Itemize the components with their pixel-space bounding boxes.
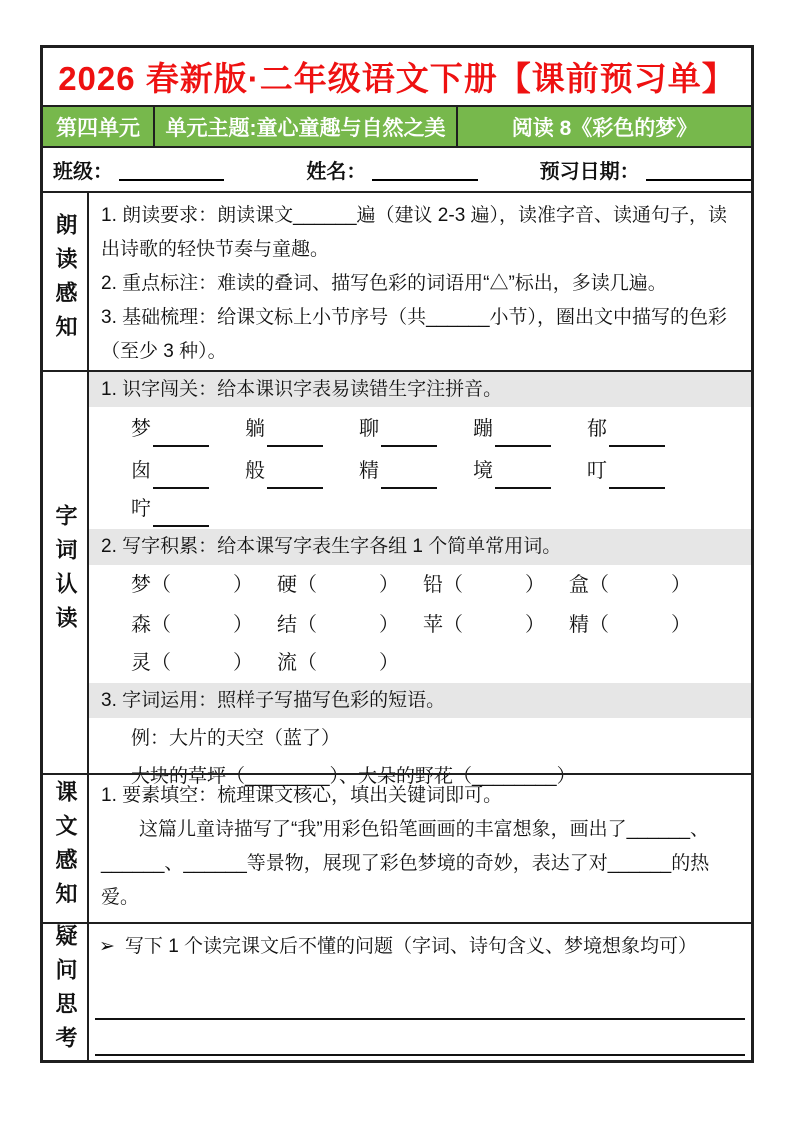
text-sense-heading: 1. 要素填空：梳理课文核心，填出关键词即可。	[101, 784, 503, 806]
word-build-char: 梦	[131, 573, 151, 596]
paren-open: （	[297, 651, 317, 674]
paren-close: ）	[525, 573, 545, 596]
section-label-words-text: 字词认读	[53, 504, 78, 641]
section-label-text-sense-text: 课文感知	[53, 780, 78, 917]
lesson-title: 阅读 8《彩色的梦》	[458, 107, 751, 146]
section-label-words	[43, 372, 89, 773]
pinyin-char: 躺	[245, 418, 265, 441]
reading-item-3: 3. 基础梳理：给课文标上小节序号（共______小节），圈出文中描写的色彩（至少 3 种）。	[101, 307, 728, 363]
text-sense-paragraph: 这篇儿童诗描写了“我”用彩色铅笔画画的丰富想象，画出了______、______、______等景物，展现了彩色梦境的奇妙，表达了对______的热爱。	[101, 818, 710, 909]
pinyin-cell	[131, 411, 209, 447]
paren-close: ）	[671, 613, 691, 636]
section-reading-sense	[43, 191, 751, 370]
pinyin-char: 叮	[587, 460, 607, 483]
pinyin-char: 梦	[131, 418, 151, 441]
pinyin-blank-line[interactable]	[153, 467, 209, 489]
word-build-cell	[277, 645, 399, 681]
section-word-reading	[43, 370, 751, 788]
pinyin-char: 精	[359, 460, 379, 483]
pinyin-cell	[131, 453, 209, 489]
word-build-char: 盒	[569, 573, 589, 596]
pinyin-blank-line[interactable]	[153, 425, 209, 447]
pinyin-blank-line[interactable]	[495, 467, 551, 489]
class-label: 班级：	[53, 160, 113, 183]
pinyin-char: 郁	[587, 418, 607, 441]
section-label-text-sense	[43, 775, 89, 922]
paren-close: ）	[379, 651, 399, 674]
info-row	[43, 148, 751, 191]
paren-open: （	[151, 573, 171, 596]
word-build-cell	[131, 567, 253, 603]
pinyin-blank-line[interactable]	[267, 425, 323, 447]
pinyin-char: 咛	[131, 498, 151, 521]
paren-close: ）	[671, 573, 691, 596]
reading-content	[89, 193, 751, 370]
date-label: 预习日期：	[539, 160, 640, 183]
pinyin-row-3	[89, 491, 751, 529]
pinyin-cell	[245, 411, 323, 447]
pinyin-blank-line[interactable]	[153, 505, 209, 527]
thinking-content	[89, 924, 751, 1060]
paren-open: （	[589, 613, 609, 636]
pinyin-char: 般	[245, 460, 265, 483]
word-build-cell	[277, 607, 399, 643]
pinyin-row-2	[89, 449, 751, 491]
pinyin-cell	[359, 411, 437, 447]
answer-line-1[interactable]	[95, 984, 745, 1020]
section-label-thinking	[43, 924, 89, 1060]
paren-close: ）	[525, 613, 545, 636]
thinking-prompt-line	[89, 924, 751, 964]
class-fill-line[interactable]	[119, 157, 224, 181]
page-title: 2026 春新版·二年级语文下册【课前预习单】	[58, 60, 736, 98]
name-fill-line[interactable]	[372, 157, 477, 181]
word-build-char: 苹	[423, 613, 443, 636]
pinyin-row-1	[89, 407, 751, 449]
paren-close: ）	[233, 651, 253, 674]
word-build-cell	[131, 645, 253, 681]
text-sense-content	[89, 775, 751, 922]
word-build-cell	[569, 607, 691, 643]
section-label-thinking-text: 疑问思考	[53, 923, 78, 1060]
pinyin-blank-line[interactable]	[267, 467, 323, 489]
pinyin-blank-line[interactable]	[609, 425, 665, 447]
word-build-char: 结	[277, 613, 297, 636]
section-label-reading-text: 朗读感知	[53, 213, 78, 350]
arrow-bullet-icon: ➢	[99, 935, 115, 957]
usage-practice: 大块的草坪（________）、大朵的野花（________）	[131, 766, 576, 788]
pinyin-cell	[587, 453, 665, 489]
unit-bar	[43, 105, 751, 148]
paren-close: ）	[379, 573, 399, 596]
pinyin-blank-line[interactable]	[495, 425, 551, 447]
pinyin-cell	[473, 453, 551, 489]
reading-item-1: 1. 朗读要求：朗读课文______遍（建议 2-3 遍），读准字音、读通句子，读出诗歌的轻快节奏与童趣。	[101, 204, 728, 260]
paren-close: ）	[233, 613, 253, 636]
word-build-char: 精	[569, 613, 589, 636]
word-build-char: 硬	[277, 573, 297, 596]
word-build-row-2	[89, 605, 751, 645]
spacer	[89, 964, 751, 984]
pinyin-cell	[359, 453, 437, 489]
paren-open: （	[151, 651, 171, 674]
name-label: 姓名：	[306, 160, 367, 183]
pinyin-task-heading: 1. 识字闯关：给本课识字表易读错生字注拼音。	[89, 372, 751, 408]
word-build-cell	[277, 567, 399, 603]
pinyin-blank-line[interactable]	[609, 467, 665, 489]
paren-open: （	[443, 573, 463, 596]
paren-open: （	[297, 573, 317, 596]
word-build-char: 灵	[131, 651, 151, 674]
pinyin-cell	[473, 411, 551, 447]
word-build-char: 流	[277, 651, 297, 674]
word-build-cell	[423, 607, 545, 643]
section-question-thinking	[43, 922, 751, 1060]
words-content	[89, 372, 751, 788]
paren-open: （	[589, 573, 609, 596]
word-build-cell	[569, 567, 691, 603]
word-build-task-heading: 2. 写字积累：给本课写字表生字各组 1 个简单常用词。	[89, 529, 751, 565]
word-build-char: 森	[131, 613, 151, 636]
worksheet-page	[40, 45, 754, 1063]
paren-open: （	[297, 613, 317, 636]
pinyin-cell	[245, 453, 323, 489]
pinyin-char: 囱	[131, 460, 151, 483]
pinyin-char: 聊	[359, 418, 379, 441]
unit-theme: 单元主题:童心童趣与自然之美	[155, 107, 458, 146]
reading-item-2: 2. 重点标注：难读的叠词、描写色彩的词语用“△”标出，多读几遍。	[101, 272, 667, 294]
pinyin-char: 境	[473, 460, 493, 483]
thinking-prompt-text: 写下 1 个读完课文后不懂的问题（字词、诗句含义、梦境想象均可）	[124, 935, 698, 957]
word-build-cell	[423, 567, 545, 603]
paren-close: ）	[379, 613, 399, 636]
paren-open: （	[443, 613, 463, 636]
pinyin-blank-line[interactable]	[381, 425, 437, 447]
word-build-row-1	[89, 565, 751, 605]
section-text-sense	[43, 773, 751, 922]
usage-example: 例：大片的天空（蓝了）	[131, 728, 341, 750]
pinyin-blank-line[interactable]	[381, 467, 437, 489]
word-build-cell	[131, 607, 253, 643]
pinyin-cell	[131, 491, 209, 527]
paren-close: ）	[233, 573, 253, 596]
unit-number: 第四单元	[43, 107, 155, 146]
pinyin-char: 蹦	[473, 418, 493, 441]
word-build-char: 铅	[423, 573, 443, 596]
section-label-reading	[43, 193, 89, 370]
paren-open: （	[151, 613, 171, 636]
word-build-row-3	[89, 645, 751, 683]
date-fill-line[interactable]	[646, 157, 751, 181]
pinyin-cell	[587, 411, 665, 447]
usage-task-heading: 3. 字词运用：照样子写描写色彩的短语。	[89, 683, 751, 719]
answer-line-2[interactable]	[95, 1020, 745, 1056]
